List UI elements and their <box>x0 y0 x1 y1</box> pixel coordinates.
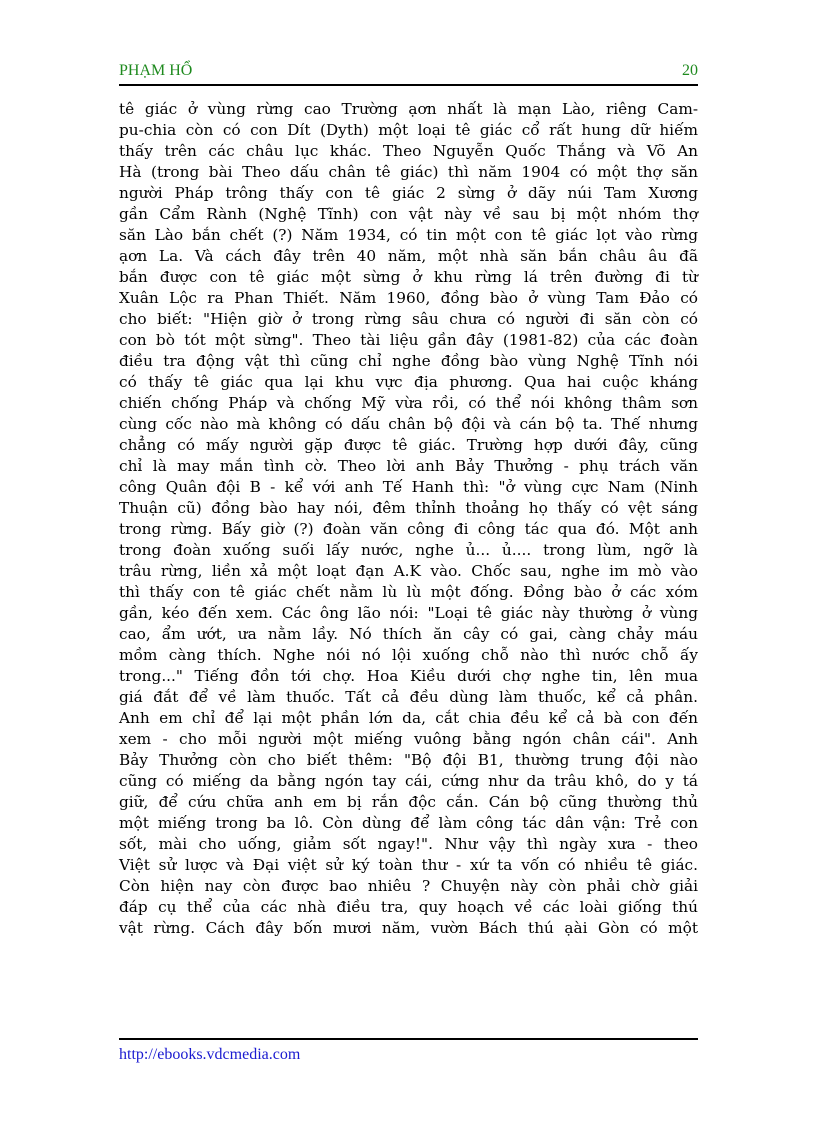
body-line: sốt, mài cho uống, giảm sốt ngay!". Như vậy thì ngày xưa - theo <box>119 835 698 853</box>
body-line: pu-chia còn có con Dít (Dyth) một loại tê giác cổ rất hung dữ hiếm <box>119 121 698 139</box>
body-line: mồm càng thích. Nghe nói nó lội xuống chỗ nào thì nước chỗ ấy <box>119 646 698 664</box>
body-line: giá đắt để về làm thuốc. Tất cả đều dùng làm thuốc, kể cả phân. <box>119 688 698 706</box>
body-line: tê giác ở vùng rừng cao Trường ạơn nhất là mạn Lào, riêng Cam- <box>119 100 698 118</box>
body-line: điều tra động vật thì cũng chỉ nghe đồng bào vùng Nghệ Tĩnh nói <box>119 352 698 370</box>
body-line: người Pháp trông thấy con tê giác 2 sừng ở dãy núi Tam Xương <box>119 184 698 202</box>
body-text <box>119 99 698 939</box>
body-line: chẳng có mấy người gặp được tê giác. Trường hợp dưới đây, cũng <box>119 436 698 454</box>
page-header <box>119 58 698 86</box>
body-line: trâu rừng, liền xả một loạt đạn A.K vào. Chốc sau, nghe im mò vào <box>119 562 698 580</box>
body-line: con bò tót một sừng". Theo tài liệu gần đây (1981-82) của các đoàn <box>119 331 698 349</box>
body-line: Hà (trong bài Theo dấu chân tê giác) thì năm 1904 có một thợ săn <box>119 163 698 181</box>
body-line: cùng cốc nào mà không có dấu chân bộ đội và cán bộ ta. Thế nhưng <box>119 415 698 433</box>
page-footer <box>119 1038 698 1064</box>
body-line: Thuận cũ) đồng bào hay nói, đêm thỉnh thoảng họ thấy có vệt sáng <box>119 499 698 517</box>
body-line: cao, ẩm ướt, ưa nằm lầy. Nó thích ăn cây có gai, càng chảy máu <box>119 625 698 643</box>
body-line: chỉ là may mắn tình cờ. Theo lời anh Bảy Thưởng - phụ trách văn <box>119 457 698 475</box>
body-line: cho biết: "Hiện giờ ở trong rừng sâu chưa có người đi săn còn có <box>119 310 698 328</box>
body-line: Còn hiện nay còn được bao nhiêu ? Chuyện này còn phải chờ giải <box>119 877 698 895</box>
body-line: trong rừng. Bấy giờ (?) đoàn văn công đi công tác qua đó. Một anh <box>119 520 698 538</box>
body-line: Anh em chỉ để lại một phần lớn da, cắt chia đều kể cả bà con đến <box>119 709 698 727</box>
body-line: săn Lào bắn chết (?) Năm 1934, có tin một con tê giác lọt vào rừng <box>119 226 698 244</box>
body-line: công Quân đội B - kể với anh Tế Hanh thì: "ở vùng cực Nam (Ninh <box>119 478 698 496</box>
header-author: PHẠM HỔ <box>119 62 193 79</box>
body-line: trong..." Tiếng đồn tới chợ. Hoa Kiều dưới chợ nghe tin, lên mua <box>119 667 698 685</box>
body-line: Xuân Lộc ra Phan Thiết. Năm 1960, đồng bào ở vùng Tam Đảo có <box>119 289 698 307</box>
body-line: ạơn La. Và cách đây trên 40 năm, một nhà săn bắn châu âu đã <box>119 247 698 265</box>
body-line: giữ, để cứu chữa anh em bị rắn độc cắn. Cán bộ cũng thường thủ <box>119 793 698 811</box>
body-line: chiến chống Pháp và chống Mỹ vừa rồi, có thể nói không thâm sơn <box>119 394 698 412</box>
body-line: thì thấy con tê giác chết nằm lù lù một đống. Đồng bào ở các xóm <box>119 583 698 601</box>
body-line: Việt sử lược và Đại việt sử ký toàn thư - xứ ta vốn có nhiều tê giác. <box>119 856 698 874</box>
body-line: một miếng trong ba lô. Còn dùng để làm công tác dân vận: Trẻ con <box>119 814 698 832</box>
footer-link[interactable]: http://ebooks.vdcmedia.com <box>119 1046 301 1063</box>
body-line: trong đoàn xuống suối lấy nước, nghe ủ... ủ.... trong lùm, ngỡ là <box>119 541 698 559</box>
page-number: 20 <box>682 62 698 79</box>
body-line: đáp cụ thể của các nhà điều tra, quy hoạch về các loài giống thú <box>119 898 698 916</box>
body-line: xem - cho mỗi người một miếng vuông bằng ngón chân cái". Anh <box>119 730 698 748</box>
body-line: gần, kéo đến xem. Các ông lão nói: "Loại tê giác này thường ở vùng <box>119 604 698 622</box>
body-line: thấy trên các châu lục khác. Theo Nguyễn Quốc Thắng và Võ An <box>119 142 698 160</box>
body-line: bắn được con tê giác một sừng ở khu rừng lá trên đường đi từ <box>119 268 698 286</box>
body-line: gần Cẩm Rành (Nghệ Tĩnh) con vật này về sau bị một nhóm thợ <box>119 205 698 223</box>
body-line: vật rừng. Cách đây bốn mươi năm, vườn Bách thú ạài Gòn có một <box>119 919 698 937</box>
body-line: cũng có miếng da bằng ngón tay cái, cứng như da trâu khô, do y tá <box>119 772 698 790</box>
body-line: có thấy tê giác qua lại khu vực địa phương. Qua hai cuộc kháng <box>119 373 698 391</box>
body-line: Bảy Thưởng còn cho biết thêm: "Bộ đội B1, thường trung đội nào <box>119 751 698 769</box>
